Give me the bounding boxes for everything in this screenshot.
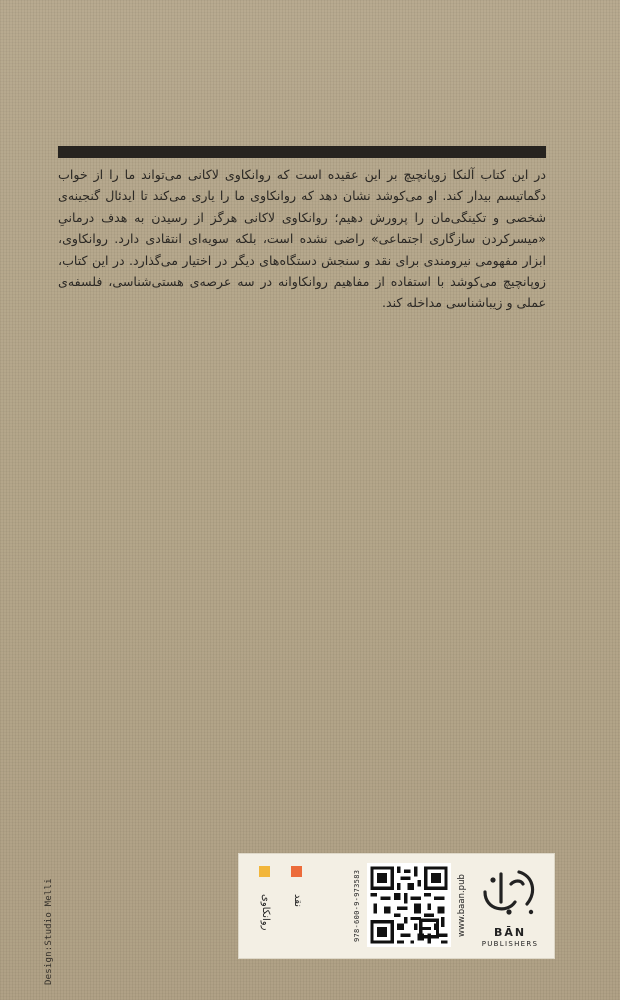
publisher-name-sub: PUBLISHERS bbox=[481, 940, 539, 948]
blurb-text: در این کتاب آلنکا زوپانچیچ بر این عقیده است که روانکاوی لاکانی می‌تواند ما را از خواب دگماتیسم بیدار کند. او می‌کوشد نشان دهد که روانکاوی ما را یاری می‌کند تا ایدئال گنجینه‌ی شخصی و تکینگی‌مان را پرورش دهیم؛ روانکاوی لاکانی هرگز از رسیدن به هدف درمانیِ «میسر‌کردن سازگاری اجتماعی» راضی نشده است، بلکه سویه‌ای انتقادی دارد. روانکاوی، ابزار مفهومی نیرومندی برای نقد و سنجش دستگاه‌های دیگر در اختیار می‌گذارد. در این کتاب، زوپانچیچ می‌کوشد با استفاده از مفاهیم روانکاوانه در سه عرصه‌ی هستی‌شناسی، فلسفه‌ی عملی و زیباشناسی مداخله کند. bbox=[58, 167, 546, 311]
publisher-name bbox=[471, 926, 549, 948]
category-tag-psychoanalysis bbox=[259, 866, 271, 931]
publisher-name-main: BĀN bbox=[493, 926, 527, 939]
design-credit: Design:Studio Melli bbox=[44, 878, 54, 985]
category-color-swatch bbox=[291, 866, 302, 877]
category-label: روانکاوی bbox=[260, 894, 271, 931]
info-sticker bbox=[238, 853, 555, 959]
publisher-logo-icon bbox=[475, 862, 545, 922]
category-label: نقد bbox=[292, 894, 303, 908]
isbn-number: 978-600-9-973583 bbox=[353, 869, 361, 943]
category-tag-critique bbox=[291, 866, 303, 908]
top-black-bar bbox=[58, 146, 546, 158]
publisher-url: www.baan.pub bbox=[457, 874, 467, 938]
qr-code bbox=[367, 863, 451, 947]
category-color-swatch bbox=[259, 866, 270, 877]
